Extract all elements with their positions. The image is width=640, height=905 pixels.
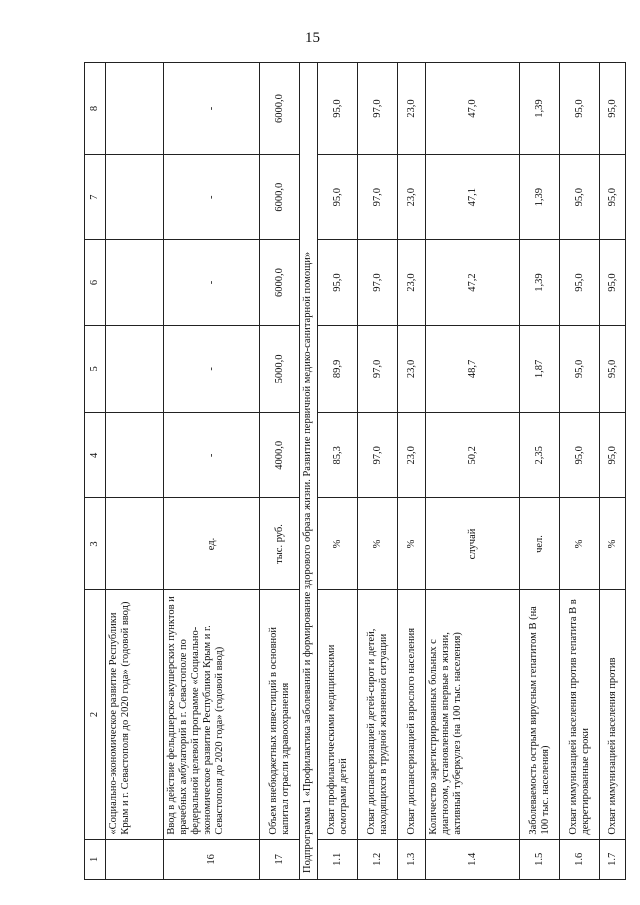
row-number: 17 bbox=[260, 839, 300, 879]
table-row bbox=[358, 63, 398, 880]
value: 95,0 bbox=[560, 325, 600, 413]
value: 23,0 bbox=[398, 325, 426, 413]
value bbox=[106, 240, 164, 325]
col-header: 5 bbox=[85, 325, 106, 413]
unit: % bbox=[358, 498, 398, 590]
row-number: 1.2 bbox=[358, 839, 398, 879]
value: 85,3 bbox=[318, 413, 358, 498]
row-number: 1.3 bbox=[398, 839, 426, 879]
value: 95,0 bbox=[600, 413, 626, 498]
table-row bbox=[260, 63, 300, 880]
value: 23,0 bbox=[398, 63, 426, 155]
table-row bbox=[560, 63, 600, 880]
unit: чел. bbox=[520, 498, 560, 590]
unit: % bbox=[398, 498, 426, 590]
value: 23,0 bbox=[398, 240, 426, 325]
page-number: 15 bbox=[305, 30, 320, 46]
row-number bbox=[106, 839, 164, 879]
value: 95,0 bbox=[600, 155, 626, 240]
row-number: 1.4 bbox=[426, 839, 520, 879]
value: 95,0 bbox=[318, 155, 358, 240]
unit: % bbox=[318, 498, 358, 590]
col-header: 6 bbox=[85, 240, 106, 325]
value: 1,39 bbox=[520, 155, 560, 240]
indicator-name: Охват иммунизацией населения против bbox=[600, 590, 626, 839]
unit bbox=[106, 498, 164, 590]
value: 23,0 bbox=[398, 155, 426, 240]
value: - bbox=[164, 155, 260, 240]
value: 6000,0 bbox=[260, 155, 300, 240]
value: 47,1 bbox=[426, 155, 520, 240]
value bbox=[106, 413, 164, 498]
table-row bbox=[106, 63, 164, 880]
value: 97,0 bbox=[358, 413, 398, 498]
col-header: 8 bbox=[85, 63, 106, 155]
value: 6000,0 bbox=[260, 63, 300, 155]
row-number: 1.5 bbox=[520, 839, 560, 879]
value: 95,0 bbox=[560, 240, 600, 325]
row-number: 1.6 bbox=[560, 839, 600, 879]
value: 95,0 bbox=[318, 240, 358, 325]
col-header: 2 bbox=[85, 590, 106, 839]
table-row bbox=[164, 63, 260, 880]
value: - bbox=[164, 240, 260, 325]
value: 95,0 bbox=[600, 240, 626, 325]
unit: тыс. руб. bbox=[260, 498, 300, 590]
indicator-name: Охват диспансеризацией детей-сирот и детей, находящихся в трудной жизненной ситуации bbox=[358, 590, 398, 839]
value: 1,39 bbox=[520, 63, 560, 155]
col-header: 4 bbox=[85, 413, 106, 498]
col-header: 7 bbox=[85, 155, 106, 240]
value: 48,7 bbox=[426, 325, 520, 413]
indicator-name: Заболеваемость острым вирусным гепатитом В (на 100 тыс. населения) bbox=[520, 590, 560, 839]
value: 4000,0 bbox=[260, 413, 300, 498]
value: 97,0 bbox=[358, 325, 398, 413]
table-row bbox=[318, 63, 358, 880]
value: - bbox=[164, 325, 260, 413]
subprogram-title: Подпрограмма 1 «Профилактика заболеваний и формирование здорового образа жизни. Развитие первичной медико-санитарной помощи» bbox=[300, 63, 318, 880]
value: 97,0 bbox=[358, 240, 398, 325]
value bbox=[106, 63, 164, 155]
value: 2,35 bbox=[520, 413, 560, 498]
value: - bbox=[164, 413, 260, 498]
value: 97,0 bbox=[358, 155, 398, 240]
indicator-name: Охват иммунизацией населения против гепатита В в декретированные сроки bbox=[560, 590, 600, 839]
value: 50,2 bbox=[426, 413, 520, 498]
table-row bbox=[520, 63, 560, 880]
value: 6000,0 bbox=[260, 240, 300, 325]
indicator-name: Охват диспансеризацией взрослого населения bbox=[398, 590, 426, 839]
table-row bbox=[426, 63, 520, 880]
value: 95,0 bbox=[560, 155, 600, 240]
value: - bbox=[164, 63, 260, 155]
value: 95,0 bbox=[600, 63, 626, 155]
indicator-name: Ввод в действие фельдшерско-акушерских пунктов и врачебных амбулаторий в г. Севастополе по федеральной целевой программе «Социально-экономическое развитие Республики Крым и г. Севастополя до 2020 года» (годовой ввод) bbox=[164, 590, 260, 839]
value: 5000,0 bbox=[260, 325, 300, 413]
row-number: 1.1 bbox=[318, 839, 358, 879]
row-number: 16 bbox=[164, 839, 260, 879]
value: 1,87 bbox=[520, 325, 560, 413]
unit: случай bbox=[426, 498, 520, 590]
value bbox=[106, 325, 164, 413]
value: 47,0 bbox=[426, 63, 520, 155]
unit: ед. bbox=[164, 498, 260, 590]
table-row bbox=[398, 63, 426, 880]
value: 95,0 bbox=[318, 63, 358, 155]
value bbox=[106, 155, 164, 240]
value: 47,2 bbox=[426, 240, 520, 325]
value: 95,0 bbox=[560, 413, 600, 498]
col-header: 3 bbox=[85, 498, 106, 590]
header-row bbox=[85, 63, 106, 880]
value: 97,0 bbox=[358, 63, 398, 155]
indicator-name: Охват профилактическими медицинскими осмотрами детей bbox=[318, 590, 358, 839]
indicators-table bbox=[84, 62, 626, 880]
row-number: 1.7 bbox=[600, 839, 626, 879]
value: 95,0 bbox=[600, 325, 626, 413]
value: 95,0 bbox=[560, 63, 600, 155]
indicator-name: Количество зарегистрированных больных с диагнозом, установленным впервые в жизни, активный туберкулез (на 100 тыс. населения) bbox=[426, 590, 520, 839]
unit: % bbox=[560, 498, 600, 590]
indicator-name: «Социально-экономическое развитие Республики Крым и г. Севастополя до 2020 года» (годовой ввод) bbox=[106, 590, 164, 839]
value: 89,9 bbox=[318, 325, 358, 413]
indicator-name: Объем внебюджетных инвестиций в основной капитал отрасли здравоохранения bbox=[260, 590, 300, 839]
table-row bbox=[600, 63, 626, 880]
rotated-table-container bbox=[84, 62, 617, 880]
unit: % bbox=[600, 498, 626, 590]
value: 23,0 bbox=[398, 413, 426, 498]
value: 1,39 bbox=[520, 240, 560, 325]
col-header: 1 bbox=[85, 839, 106, 879]
subprogram-row bbox=[300, 63, 318, 880]
